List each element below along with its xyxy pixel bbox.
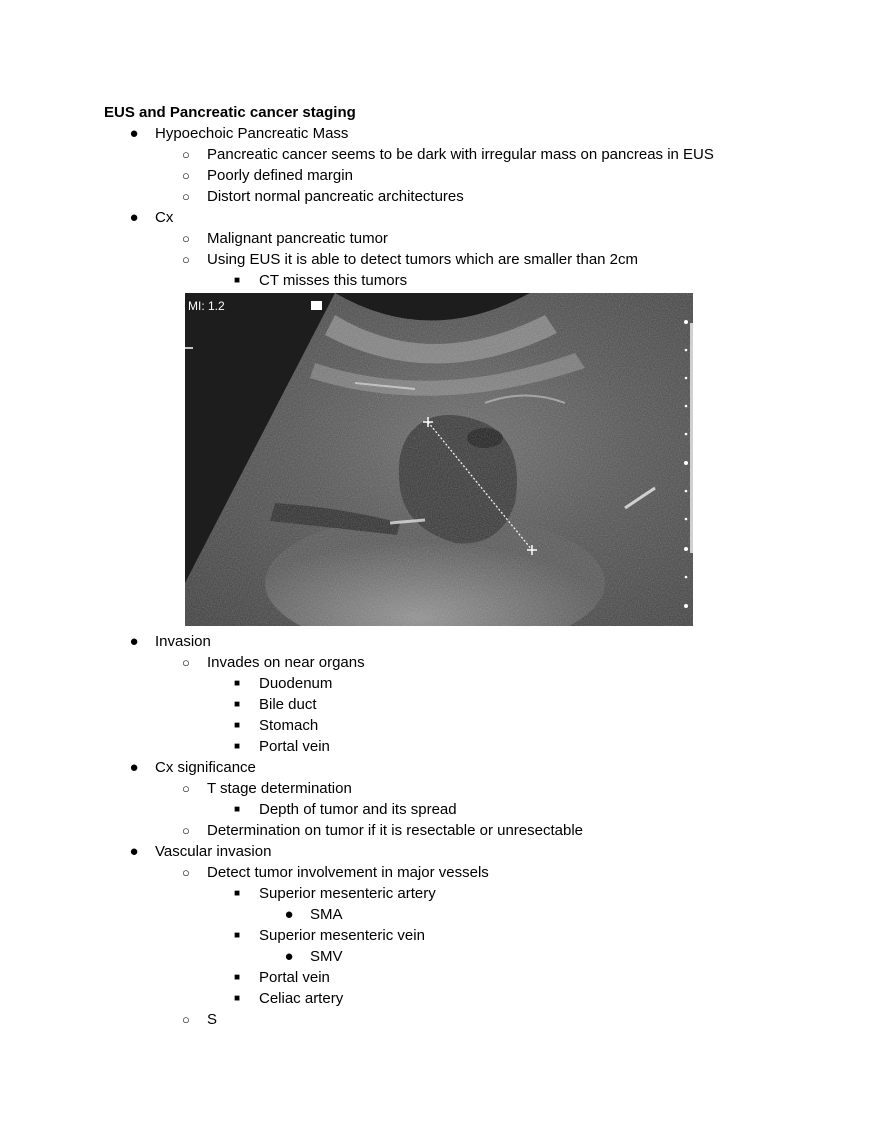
bullet-disc: ● [129, 125, 139, 142]
list-item: Using EUS it is able to detect tumors which are smaller than 2cm [207, 251, 639, 268]
list-item: S [207, 1011, 218, 1028]
bullet-square: ■ [234, 275, 241, 286]
bullet-circle: ○ [182, 231, 190, 246]
document-title: EUS and Pancreatic cancer staging [104, 104, 356, 121]
list-item: CT misses this tumors [259, 272, 408, 289]
bullet-circle: ○ [182, 655, 190, 670]
list-item: Malignant pancreatic tumor [207, 230, 388, 247]
bullet-disc: ● [284, 948, 294, 965]
bullet-circle: ○ [182, 1012, 190, 1027]
list-item: Pancreatic cancer seems to be dark with irregular mass on pancreas in EUS [207, 146, 714, 163]
list-item: SMA [310, 906, 343, 923]
list-item: Superior mesenteric artery [259, 885, 436, 902]
list-item: Detect tumor involvement in major vessels [207, 864, 489, 881]
bullet-circle: ○ [182, 823, 190, 838]
bullet-square: ■ [234, 741, 241, 752]
bullet-square: ■ [234, 678, 241, 689]
list-item: Cx significance [155, 759, 256, 776]
bullet-circle: ○ [182, 168, 190, 183]
bullet-circle: ○ [182, 147, 190, 162]
bullet-square: ■ [234, 930, 241, 941]
list-item: Bile duct [259, 696, 317, 713]
list-item: Portal vein [259, 738, 330, 755]
bullet-square: ■ [234, 720, 241, 731]
list-item: Hypoechoic Pancreatic Mass [155, 125, 349, 142]
mi-label: MI: 1.2 [188, 299, 225, 313]
bullet-square: ■ [234, 804, 241, 815]
bullet-disc: ● [129, 843, 139, 860]
bullet-disc: ● [284, 906, 294, 923]
eus-ultrasound-image [185, 293, 693, 626]
bullet-circle: ○ [182, 252, 190, 267]
bullet-disc: ● [129, 759, 139, 776]
bullet-disc: ● [129, 209, 139, 226]
list-item: Distort normal pancreatic architectures [207, 188, 464, 205]
list-item: Superior mesenteric vein [259, 927, 425, 944]
orientation-marker-icon [311, 301, 322, 310]
bullet-square: ■ [234, 972, 241, 983]
bullet-square: ■ [234, 888, 241, 899]
list-item: Celiac artery [259, 990, 344, 1007]
list-item: Duodenum [259, 675, 333, 692]
bullet-circle: ○ [182, 781, 190, 796]
list-item: Depth of tumor and its spread [259, 801, 457, 818]
bullet-disc: ● [129, 633, 139, 650]
list-item: Invasion [155, 633, 211, 650]
bullet-circle: ○ [182, 865, 190, 880]
list-item: Poorly defined margin [207, 167, 353, 184]
list-item: Cx [155, 209, 174, 226]
list-item: T stage determination [207, 780, 352, 797]
bullet-square: ■ [234, 699, 241, 710]
bullet-circle: ○ [182, 189, 190, 204]
list-item: Vascular invasion [155, 843, 272, 860]
bullet-square: ■ [234, 993, 241, 1004]
list-item: Invades on near organs [207, 654, 365, 671]
list-item: Stomach [259, 717, 319, 734]
list-item: SMV [310, 948, 343, 965]
list-item: Determination on tumor if it is resectable or unresectable [207, 822, 584, 839]
list-item: Portal vein [259, 969, 330, 986]
